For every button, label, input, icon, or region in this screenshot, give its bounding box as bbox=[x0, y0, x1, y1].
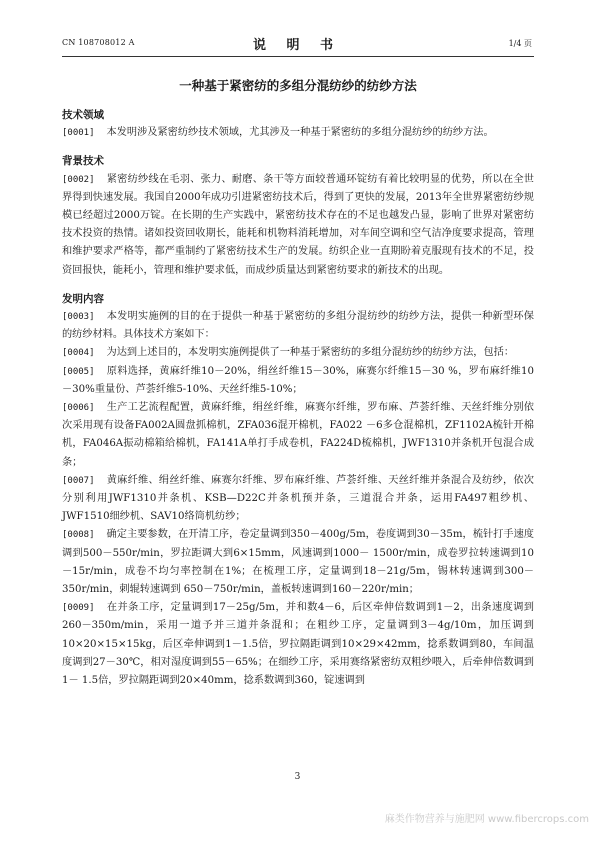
paragraph-number: [0001] bbox=[62, 128, 95, 139]
paragraph-0006 bbox=[62, 399, 534, 472]
paragraph-number: [0006] bbox=[62, 403, 95, 414]
paragraph-text: 生产工艺流程配置，黄麻纤维，绢丝纤维，麻赛尔纤维，罗布麻、芦荟纤维、天丝纤维分别依次采用现有设备FA002A圆盘抓棉机，ZFA036混开棉机，FA022 －6多仓混棉机，ZF1102A梳针开棉机，FA046A振动棉箱给棉机，FA141A单打手成卷机，FA224D梳棉机，JWF1310并条机开包混合成条； bbox=[62, 402, 534, 468]
site-watermark: 麻类作物营养与施肥网 www.fibercrops.com bbox=[384, 814, 589, 825]
paragraph-number: [0004] bbox=[62, 348, 95, 359]
paragraph-0008 bbox=[62, 526, 534, 599]
section-heading-background: 背景技术 bbox=[62, 155, 104, 168]
paragraph-text: 本发明涉及紧密纺纱技术领域，尤其涉及一种基于紧密纺的多组分混纺纱的纺纱方法。 bbox=[106, 127, 494, 139]
paragraph-text: 原料选择，黄麻纤维10－20%，绢丝纤维15－30%，麻赛尔纤维15－30 %，罗布麻纤维10－30%重量份、芦荟纤维5-10%、天丝纤维5-10%； bbox=[62, 365, 534, 395]
paragraph-number: [0008] bbox=[62, 530, 95, 541]
paragraph-number: [0007] bbox=[62, 475, 95, 486]
paragraph-text: 确定主要参数，在开清工序，卷定量调到350－400g/5m，卷度调到30－35m，梳针打手速度调到500－550r/min，罗拉距调大到6×15mm，风速调到1000－ 1500r/min，成卷罗拉转速调到10－15r/min，成卷不均匀率控制在1%；在梳理工序，定量调到18－21g/5m，锡林转速调到300－350r/min，刺辊转速调到 650－750r/min，盖板转速调到160－220r/min； bbox=[62, 529, 534, 596]
document-body bbox=[62, 106, 534, 690]
paragraph-text: 本发明实施例的目的在于提供一种基于紧密纺的多组分混纺纱的纺纱方法，提供一种新型环保的纺纱材料。具体技术方案如下： bbox=[62, 311, 534, 341]
paragraph-number: [0002] bbox=[62, 174, 95, 185]
document-title: 一种基于紧密纺的多组分混纺纱的纺纱方法 bbox=[179, 78, 417, 93]
paragraph-0001 bbox=[62, 124, 534, 142]
paragraph-0007 bbox=[62, 472, 534, 527]
paragraph-number: [0009] bbox=[62, 603, 95, 614]
paragraph-0003 bbox=[62, 308, 534, 344]
page-header bbox=[62, 34, 532, 53]
document-type: 说 明 书 bbox=[252, 38, 342, 53]
header-divider bbox=[62, 56, 534, 57]
paragraph-text: 黄麻纤维、绢丝纤维、麻赛尔纤维、罗布麻纤维、芦荟纤维、天丝纤维并条混合及纺纱，依次分别利用JWF1310并条机、KSB—D22C并条机预并条，三道混合并条，运用FA497粗纱机、JWF1510细纱机、SAV10络筒机纺纱； bbox=[62, 474, 534, 523]
paragraph-0005 bbox=[62, 363, 534, 399]
section-heading-summary: 发明内容 bbox=[62, 292, 104, 305]
paragraph-0004 bbox=[62, 344, 534, 362]
paragraph-text: 紧密纺纱线在毛羽、张力、耐磨、条干等方面较普通环锭纺有着比较明显的优势，所以在全世界得到快速发展。我国自2000年成功引进紧密纺技术后，得到了更快的发展，2013年全世界紧密纺纱规模已经超过2000万锭。在长期的生产实践中，紧密纺技术存在的不足也越发凸显，影响了世界对紧密纺技术投资的热情。诸如投资回收期长，能耗和机物料消耗增加，对车间空调和空气洁净度要求提高，管理和维护要求严格等，都严重制约了紧密纺技术生产的发展。纺织企业一直期盼着克服现有技术的不足，投资回报快，能耗小，管理和维护要求低，而成纱质量达到紧密纺要求的新技术的出现。 bbox=[62, 173, 534, 276]
paragraph-text: 为达到上述目的，本发明实施例提供了一种基于紧密纺的多组分混纺纱的纺纱方法，包括： bbox=[106, 347, 515, 359]
paragraph-number: [0003] bbox=[62, 312, 95, 323]
section-heading-tech-field: 技术领域 bbox=[62, 109, 104, 121]
page-number: 3 bbox=[294, 772, 301, 782]
paragraph-0002 bbox=[62, 171, 534, 280]
paragraph-text: 在并条工序，定量调到17－25g/5m，并和数4－6，后区牵伸倍数调到1－2，出条速度调到260－350m/min，采用一道予并三道并条混和；在粗纱工序，定量调到3－4g/10m，加压调到10×20×15×15kg，后区牵伸调到1－1.5倍，罗拉隔距调到10×29×42mm，捻系数调到80，车间温度调到27－30℃，相对湿度调到55－65%；在细纱工序，采用赛络紧密纺双粗纱喂入，后牵伸倍数调到1－ 1.5倍，罗拉隔距调到20×40mm，捻系数调到360，锭速调到 bbox=[62, 602, 534, 687]
paragraph-number: [0005] bbox=[62, 366, 95, 377]
paragraph-0009 bbox=[62, 599, 534, 690]
page-indicator: 1/4 页 bbox=[508, 39, 532, 48]
patent-number: CN 108708012 A bbox=[62, 38, 135, 47]
